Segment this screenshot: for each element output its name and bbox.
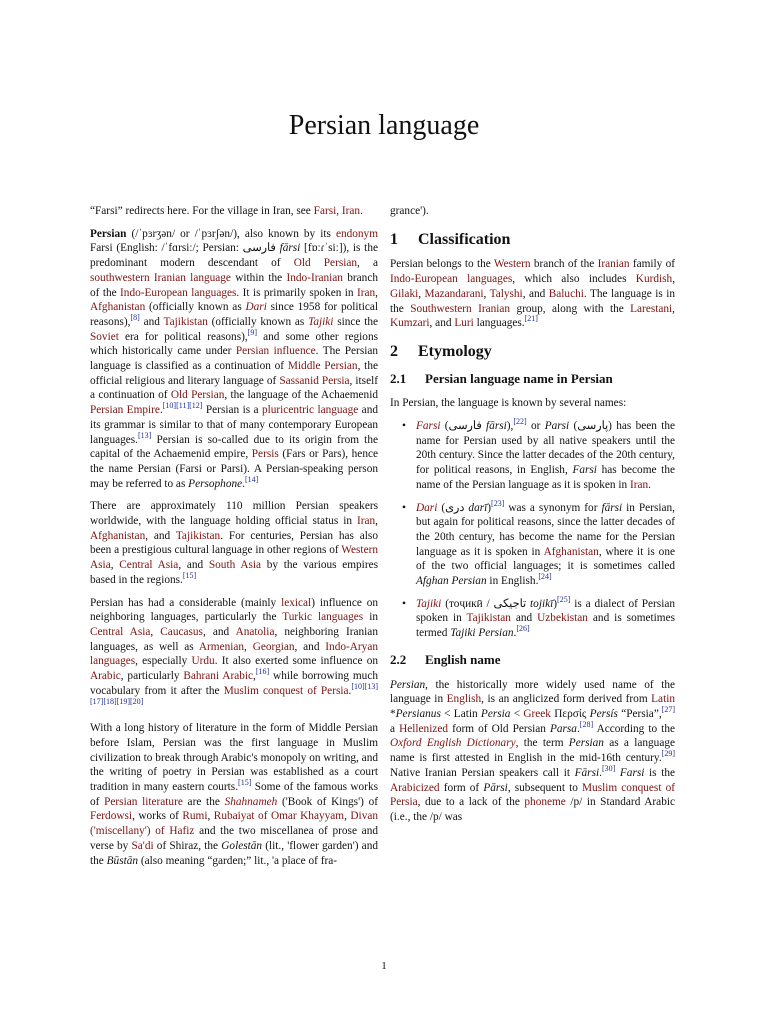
ref-30[interactable]: [30]: [601, 764, 616, 774]
link-tajikistan-2[interactable]: Tajikistan: [175, 529, 221, 542]
text: , and: [294, 640, 326, 653]
text: ,: [150, 625, 161, 638]
link-turkic-languages[interactable]: Turkic languages: [282, 611, 364, 624]
classification-paragraph: [390, 257, 675, 331]
ref-26[interactable]: [26]: [516, 624, 530, 634]
text: , the term: [515, 737, 569, 750]
text: , subsequent to: [507, 781, 583, 794]
ref-23[interactable]: [23]: [491, 498, 505, 508]
link-baluchi[interactable]: Baluchi: [548, 287, 584, 300]
text: < Latin: [440, 707, 481, 720]
text: and the two miscellanea of prose and verse by: [90, 825, 378, 852]
text: , particularly: [120, 670, 184, 683]
italic-text: Tajiki Persian: [450, 627, 514, 640]
link-persis[interactable]: Persis: [251, 448, 279, 461]
link-rumi[interactable]: Rumi: [182, 810, 208, 823]
link-luri[interactable]: Luri: [454, 317, 474, 330]
text: branch of the: [530, 258, 598, 271]
text: , and: [145, 529, 176, 542]
text: . It also exerted some influence on: [214, 655, 378, 668]
text: or: [526, 420, 545, 433]
heading-name-in-persian: [390, 372, 675, 387]
text: Farsi (English: /ˈfɑrsiː/; Persian: فارسی: [90, 242, 280, 255]
section-title: Etymology: [418, 342, 492, 360]
link-arabicized[interactable]: Arabicized: [390, 781, 440, 794]
link-dari[interactable]: Dari: [245, 301, 267, 314]
link-english[interactable]: English: [446, 693, 482, 706]
link-lexical[interactable]: lexical: [281, 596, 312, 609]
ref-14[interactable]: [14]: [244, 474, 259, 484]
list-item-tajiki: [390, 597, 675, 641]
english-name-paragraph: [390, 678, 675, 825]
text: has become the name of the Persian language as it is spoken in: [416, 464, 675, 491]
heading-etymology: [390, 342, 675, 360]
page-number: 1: [381, 960, 387, 972]
italic-text: tojikī: [530, 597, 554, 610]
text: ),: [506, 420, 514, 433]
text: Persian is a: [202, 404, 262, 417]
text: and some other regions which historically came under: [90, 330, 378, 358]
italic-text: Fārsi: [574, 766, 600, 779]
italic-text: Persís: [589, 707, 618, 720]
text: .: [576, 722, 580, 735]
text: and: [510, 612, 538, 625]
link-indo-iranian[interactable]: Indo-Iranian: [286, 271, 343, 284]
link-indo-european-2[interactable]: Indo-European languages: [390, 273, 513, 286]
right-column: [390, 204, 675, 833]
text: branch of the: [90, 271, 378, 299]
text: /p/ in Standard Arabic (i.e., the /p/ was: [390, 796, 675, 823]
list-item-dari: [390, 498, 675, 589]
left-column: [90, 204, 378, 876]
link-anatolia[interactable]: Anatolia: [235, 625, 275, 638]
text: since the: [333, 315, 378, 328]
text: family of: [629, 258, 675, 271]
names-list: [390, 419, 675, 641]
text: , the historically more widely used name of the language in: [390, 678, 675, 706]
text: “Persia”,: [617, 707, 662, 720]
text: within the: [230, 271, 287, 284]
link-sadi[interactable]: Sa'di: [131, 839, 154, 852]
link-iran-3[interactable]: Iran: [629, 478, 649, 491]
text: in English.: [486, 575, 539, 588]
ref-28[interactable]: [28]: [579, 719, 594, 729]
link-sw-iranian[interactable]: southwestern Iranian language: [90, 271, 231, 284]
ref-15b[interactable]: [15]: [238, 778, 252, 788]
ref-21[interactable]: [21]: [524, 314, 538, 324]
text: ) influence on neighboring languages, particularly the: [90, 596, 379, 624]
ref-10-12[interactable]: [10][11][12]: [162, 401, 203, 411]
text: .: [599, 766, 602, 779]
text: ): [553, 597, 558, 610]
italic-text: darī: [468, 501, 488, 514]
link-indo-european[interactable]: Indo-European languages: [120, 286, 237, 299]
text: *: [390, 707, 396, 720]
text: There are approximately 110 million Persian speakers worldwide, with the language holding official status in: [90, 500, 378, 528]
text: .: [242, 477, 245, 490]
link-mazandarani[interactable]: Mazandarani: [424, 287, 484, 300]
text: (тоҷикӣ / تاجیکی: [441, 597, 531, 610]
link-georgian[interactable]: Georgian: [252, 640, 295, 653]
text: , works of: [132, 810, 183, 823]
link-kumzari[interactable]: Kumzari: [390, 317, 430, 330]
text: . For centuries, Persian has also been a prestigious cultural language in other regions of: [90, 529, 378, 557]
ref-29[interactable]: [29]: [661, 749, 675, 759]
ref-9[interactable]: [9]: [247, 327, 258, 337]
text: was a synonym for: [504, 501, 602, 514]
text: [fɒːɾˈsiː]), is the predominant modern descendant of: [90, 242, 378, 270]
text: (lit., 'flower garden') and the: [90, 839, 378, 867]
text: , and: [178, 559, 209, 572]
ref-13[interactable]: [13]: [138, 430, 152, 440]
link-central-asia[interactable]: Central Asia: [119, 559, 179, 572]
text: , due to a lack of the: [417, 796, 525, 809]
text: , and: [202, 625, 236, 638]
text: of Shiraz, the: [153, 839, 222, 852]
text: (فارسی: [440, 420, 487, 433]
text: as a language name is first attested in English in the mid-16th century.: [390, 737, 675, 765]
italic-text: Farsi: [619, 766, 645, 779]
link-old-persian-2[interactable]: Old Persian: [170, 389, 225, 402]
section-number: 2.2: [390, 651, 407, 667]
link-tajikistan[interactable]: Tajikistan: [163, 315, 208, 328]
link-ferdowsi[interactable]: Ferdowsi: [90, 810, 133, 823]
italic-text: Pārsi: [483, 781, 508, 794]
continued-text: grance').: [390, 205, 429, 217]
text: According to the: [593, 722, 675, 735]
text: ,: [244, 640, 253, 653]
link-latin[interactable]: Latin: [651, 693, 675, 706]
link-bahrani-arabic[interactable]: Bahrani Arabic: [183, 670, 254, 683]
link-dari-2[interactable]: Dari: [416, 501, 438, 514]
text: (پارسی) has been the name for Persian used by all native speakers until the 20th century. Since the latter decades of the 20th century, for political reasons, in English,: [416, 420, 676, 477]
text: .: [513, 627, 517, 640]
italic-text: Afghan Persian: [416, 575, 487, 588]
italic-text: fārsi: [279, 242, 301, 255]
text: , is an anglicized form derived from: [481, 693, 652, 706]
link-urdu[interactable]: Urdu: [191, 655, 215, 668]
text: ,: [672, 302, 675, 315]
link-afghanistan[interactable]: Afghanistan: [90, 301, 146, 314]
text: in Persian, but again for political reasons, since the latter decades of the 20th century, has become the name for the Persian language as it is spoken in: [416, 501, 675, 558]
ref-24[interactable]: [24]: [538, 572, 552, 582]
text: <: [510, 707, 524, 720]
influence-paragraph: [90, 596, 378, 714]
text: in: [363, 611, 378, 624]
link-iranian[interactable]: Iranian: [597, 258, 630, 271]
link-western[interactable]: Western: [493, 258, 531, 271]
text: ,: [375, 286, 378, 299]
link-tajiki[interactable]: Tajiki: [308, 315, 334, 328]
link-gilaki[interactable]: Gilaki: [390, 287, 419, 300]
text: Persian belongs to the: [390, 258, 494, 271]
italic-text: fārsi: [601, 501, 623, 514]
text: ,: [418, 287, 425, 300]
text: . It is primarily spoken in: [236, 286, 357, 299]
ref-27[interactable]: [27]: [661, 705, 675, 715]
link-oed[interactable]: Oxford English Dictionary: [390, 737, 516, 750]
text: (دری: [437, 501, 469, 514]
text: , neighboring Iranian languages, as well as: [90, 625, 378, 653]
link-persian-influence[interactable]: Persian influence: [235, 345, 316, 358]
section-number: 2: [390, 342, 398, 360]
text: ,: [672, 273, 676, 286]
text: Some of the famous works of: [90, 781, 378, 808]
link-arabic[interactable]: Arabic: [90, 670, 121, 683]
text: Persian is so-called due to its origin from the capital of the Achaemenid empire,: [90, 433, 378, 461]
section-title: Persian language name in Persian: [425, 370, 613, 386]
link-shahnameh[interactable]: Shahnameh: [224, 795, 278, 808]
link-persian-empire[interactable]: Persian Empire: [90, 404, 160, 417]
text: and is sometimes termed: [416, 612, 675, 640]
link-sassanid-persia[interactable]: Sassanid Persia: [279, 374, 350, 387]
link-iran[interactable]: Iran: [356, 286, 376, 299]
hatnote-text: “Farsi” redirects here. For the village in Iran, see: [90, 205, 314, 217]
link-uzbekistan[interactable]: Uzbekistan: [537, 612, 588, 625]
ref-16[interactable]: [16]: [255, 667, 270, 677]
text: ,: [375, 515, 378, 528]
link-hellenized[interactable]: Hellenized: [399, 722, 449, 735]
text: languages.: [473, 317, 525, 330]
link-tajikistan-3[interactable]: Tajikistan: [466, 612, 511, 625]
link-persian-literature[interactable]: Persian literature: [104, 795, 183, 808]
link-tajiki-2[interactable]: Tajiki: [416, 597, 442, 610]
text: (Fars or Pars), hence the name Persian (Farsi or Parsi). A Persian-speaking person may be referred to as: [90, 448, 379, 490]
ref-22[interactable]: [22]: [513, 417, 527, 427]
text: , a: [357, 257, 378, 270]
link-farsi-iran[interactable]: Farsi, Iran: [313, 205, 361, 217]
text: ,: [253, 670, 256, 683]
link-farsi[interactable]: Farsi: [416, 420, 441, 433]
section-title: Classification: [418, 230, 511, 248]
link-divan-hafiz[interactable]: Divan ('miscellany') of Hafiz: [90, 810, 378, 838]
link-talyshi[interactable]: Talyshi: [489, 287, 523, 300]
italic-text: Persophone: [188, 477, 243, 490]
text: . The language is in the: [390, 287, 675, 315]
ref-25[interactable]: [25]: [557, 595, 571, 604]
link-middle-persian[interactable]: Middle Persian: [287, 360, 358, 373]
text: .: [159, 404, 163, 417]
link-pluricentric[interactable]: pluricentric language: [261, 404, 359, 417]
hatnote-end: .: [360, 205, 363, 217]
page-title: Persian language: [288, 110, 480, 141]
text: is a dialect of Persian spoken in: [416, 597, 676, 625]
link-endonym[interactable]: endonym: [335, 227, 378, 240]
text: With a long history of literature in the form of Middle Persian before Islam, Persian was the first language in Muslim civilization to break through Arabic's monopoly on writing, and the writing of poetry in Persian was established as a court tradition in many eastern courts.: [90, 722, 378, 794]
text: and its grammar is similar to that of many contemporary European languages.: [90, 404, 378, 446]
list-item-farsi: [390, 419, 675, 493]
text: (also meaning “garden;” lit., 'a place of fra-: [138, 854, 338, 867]
ref-10-20[interactable]: [10][13][17][18][19][20]: [90, 682, 378, 706]
ref-15[interactable]: [15]: [182, 571, 197, 581]
text: and: [139, 315, 164, 328]
heading-english-name: [390, 653, 675, 668]
text: by the various empires based in the regions.: [90, 559, 378, 586]
text: (officially known as: [207, 315, 309, 328]
link-western-asia[interactable]: Western Asia: [90, 544, 378, 572]
link-larestani[interactable]: Larestani: [630, 302, 673, 315]
speakers-paragraph: [90, 499, 378, 587]
text: since 1958 for political reasons),: [90, 301, 378, 328]
text: , the official religious and literary language of: [90, 360, 378, 387]
text: a: [390, 722, 400, 735]
link-iran-2[interactable]: Iran: [356, 515, 376, 528]
text: , which also includes: [512, 273, 636, 286]
italic-text: Persian: [390, 678, 426, 691]
text: ,: [110, 559, 120, 572]
literature-paragraph: [90, 721, 378, 868]
text: ,: [344, 810, 351, 823]
section-number: 1: [390, 230, 398, 248]
text: , itself a continuation of: [90, 374, 378, 402]
text: is the: [644, 766, 675, 779]
text: form of Old Persian: [448, 722, 550, 735]
text: ): [487, 501, 492, 514]
italic-text: Farsi: [572, 464, 597, 477]
italic-text: Parsa: [549, 722, 577, 735]
italic-text: Persian: [568, 737, 604, 750]
text: Native Iranian Persian speakers call it: [390, 766, 575, 779]
link-south-asia[interactable]: South Asia: [208, 559, 262, 572]
section-number: 2.1: [390, 370, 407, 386]
text: Persian has had a considerable (mainly: [90, 596, 282, 609]
link-caucasus[interactable]: Caucasus: [160, 625, 203, 638]
italic-text: Būstān: [106, 854, 139, 867]
text: (/ˈpɜrʒən/ or /ˈpɜrʃən/), also known by its: [126, 227, 336, 240]
text: . The Persian language is classified as a continuation of: [90, 345, 379, 373]
link-sw-iranian-2[interactable]: Southwestern Iranian: [410, 302, 511, 315]
text: are the: [182, 795, 225, 808]
text: era for political reasons),: [118, 330, 248, 343]
link-central-asia-2[interactable]: Central Asia: [90, 625, 151, 638]
hatnote: [90, 204, 378, 219]
link-old-persian[interactable]: Old Persian: [293, 257, 358, 270]
bold-term: Persian: [90, 227, 127, 240]
italic-text: Golestān: [221, 839, 263, 852]
text: , and: [429, 317, 455, 330]
text: while borrowing much vocabulary from it after the: [90, 670, 378, 697]
italic-text: Persia: [480, 707, 511, 720]
text: group, along with the: [510, 302, 631, 315]
link-indo-aryan[interactable]: Indo-Aryan languages: [90, 640, 378, 668]
text: Περσίς: [550, 707, 590, 720]
link-phoneme[interactable]: phoneme: [524, 796, 566, 809]
text: , the language of the Achaemenid: [224, 389, 378, 402]
link-muslim-conquest[interactable]: Muslim conquest of Persia: [223, 684, 349, 697]
names-intro: In Persian, the language is known by several names:: [390, 397, 627, 410]
text: , and: [522, 287, 549, 300]
link-muslim-conquest-2[interactable]: Muslim conquest of Persia: [390, 781, 675, 809]
text: ,: [483, 287, 490, 300]
text: ,: [207, 810, 214, 823]
italic-text: fārsi: [486, 420, 507, 433]
ref-8[interactable]: [8]: [130, 313, 140, 323]
italic-text: Parsi: [544, 420, 570, 433]
section-title: English name: [425, 651, 501, 667]
text: .: [348, 684, 352, 697]
text: ('Book of Kings') of: [277, 795, 378, 808]
text: form of: [439, 781, 484, 794]
text: (officially known as: [145, 301, 246, 314]
link-kurdish[interactable]: Kurdish: [635, 273, 673, 286]
text: , especially: [135, 655, 192, 668]
link-armenian[interactable]: Armenian: [198, 640, 245, 653]
italic-text: Persianus: [395, 707, 441, 720]
link-greek[interactable]: Greek: [523, 707, 551, 720]
link-rubaiyat[interactable]: Rubaiyat of Omar Khayyam: [213, 810, 345, 823]
heading-classification: [390, 230, 675, 248]
intro-paragraph: [90, 227, 378, 492]
link-soviet[interactable]: Soviet: [90, 330, 119, 343]
text: , where it is one of the two official languages; it is sometimes called: [416, 545, 675, 573]
link-afghanistan-3[interactable]: Afghanistan: [543, 545, 599, 558]
text: .: [648, 478, 651, 491]
link-afghanistan-2[interactable]: Afghanistan: [90, 529, 146, 542]
